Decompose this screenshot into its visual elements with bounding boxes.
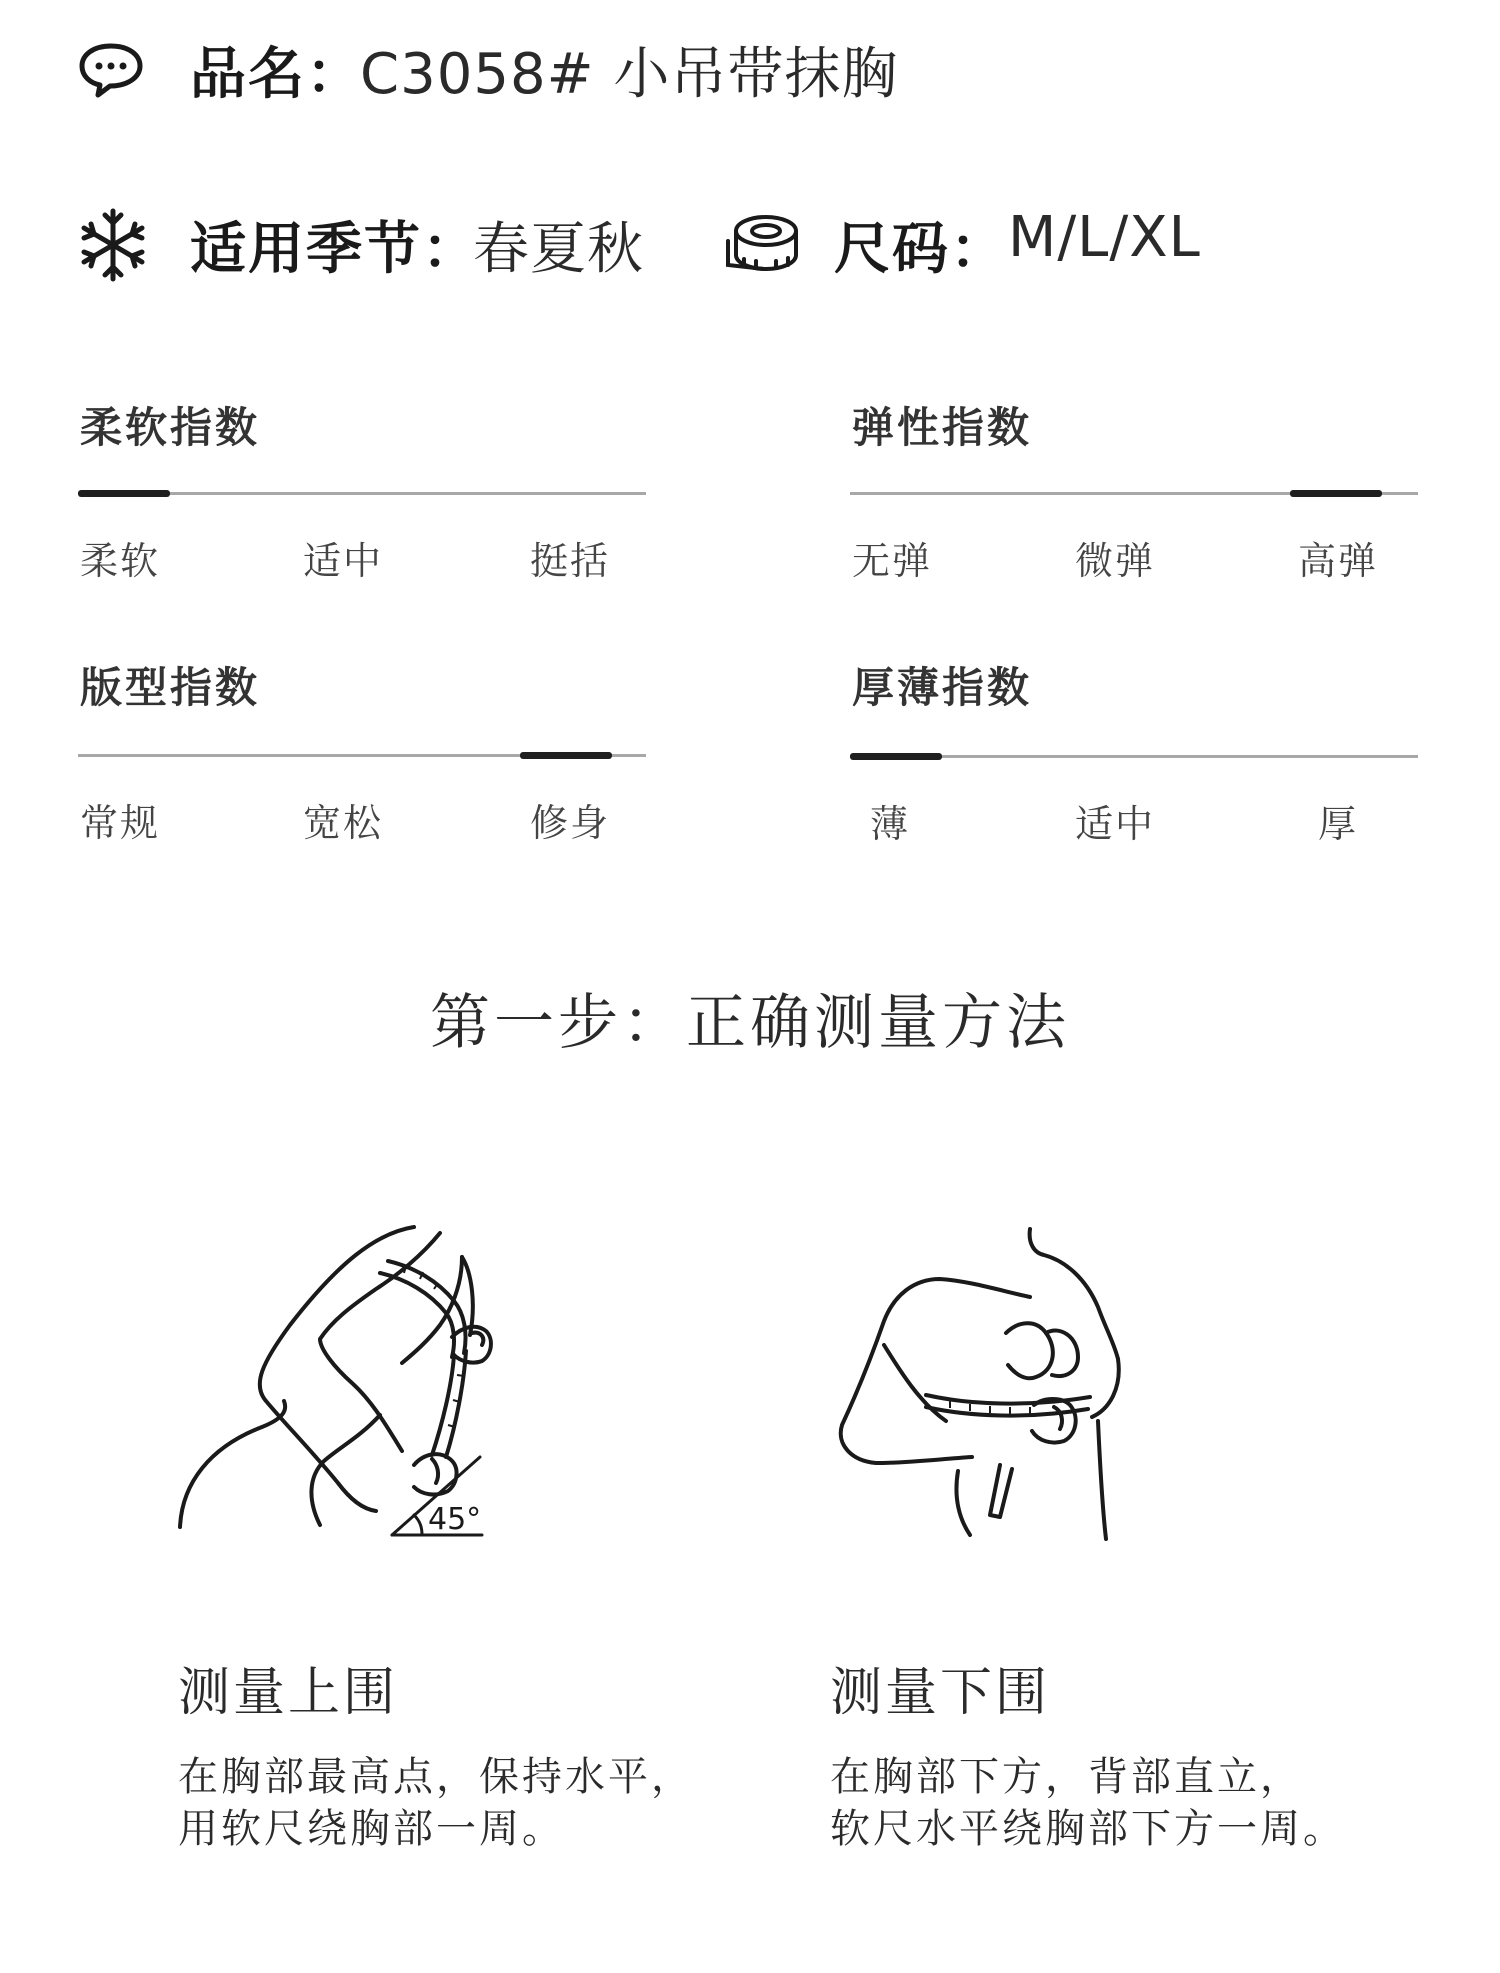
index-tick-mid: 适中 — [303, 539, 384, 583]
under-bust-instruction-line: 软尺水平绕胸部下方一周。 — [830, 1806, 1346, 1852]
season-label: 适用季节： — [190, 217, 480, 282]
index-track — [78, 754, 646, 757]
product-name-row — [78, 30, 1078, 110]
under-bust-instruction-line: 在胸部下方，背部直立， — [830, 1754, 1303, 1800]
index-title: 版型指数 — [80, 663, 261, 712]
index-title: 弹性指数 — [852, 403, 1033, 452]
index-tick-low: 柔软 — [80, 539, 161, 583]
under-bust-illustration — [830, 1225, 1190, 1549]
index-track — [850, 755, 1418, 758]
under-bust-title: 测量下围 — [830, 1663, 1051, 1723]
index-title: 厚薄指数 — [852, 663, 1033, 712]
index-title: 柔软指数 — [80, 403, 261, 452]
product-name-value: C3058# 小吊带抹胸 — [360, 42, 899, 107]
size-label: 尺码： — [834, 217, 1008, 282]
index-tick-high: 修身 — [530, 801, 611, 845]
index-tick-low: 薄 — [870, 802, 911, 846]
index-tick-low: 常规 — [80, 801, 161, 845]
snowflake-icon — [78, 207, 148, 287]
upper-bust-instruction-line: 用软尺绕胸部一周。 — [178, 1806, 565, 1852]
index-tick-mid: 微弹 — [1075, 539, 1156, 583]
upper-bust-illustration — [170, 1215, 610, 1549]
index-tick-mid: 宽松 — [303, 801, 384, 845]
index-softness — [78, 395, 648, 585]
season-value: 春夏秋 — [473, 217, 644, 282]
section-title: 第一步：正确测量方法 — [430, 988, 1070, 1058]
tape-measure-icon — [724, 211, 800, 279]
index-indicator — [78, 490, 170, 497]
index-tick-low: 无弹 — [852, 539, 933, 583]
size-value: M/L/XL — [1008, 205, 1201, 270]
upper-bust-instruction-line: 在胸部最高点，保持水平， — [178, 1754, 694, 1800]
index-tick-mid: 适中 — [1075, 802, 1156, 846]
index-indicator — [1290, 490, 1382, 497]
index-track — [78, 492, 646, 495]
season-size-row — [78, 205, 1478, 285]
product-name-label: 品名： — [190, 42, 364, 107]
index-indicator — [520, 752, 612, 759]
index-fit — [78, 655, 648, 845]
chat-bubble-icon — [78, 40, 144, 104]
index-tick-high: 厚 — [1318, 802, 1359, 846]
index-indicator — [850, 753, 942, 760]
angle-label: 45° — [428, 1502, 482, 1537]
index-elasticity — [850, 395, 1420, 585]
upper-bust-title: 测量上围 — [178, 1663, 399, 1723]
index-tick-high: 高弹 — [1298, 539, 1379, 583]
index-track — [850, 492, 1418, 495]
index-tick-high: 挺括 — [530, 539, 611, 583]
index-thickness — [850, 655, 1420, 845]
